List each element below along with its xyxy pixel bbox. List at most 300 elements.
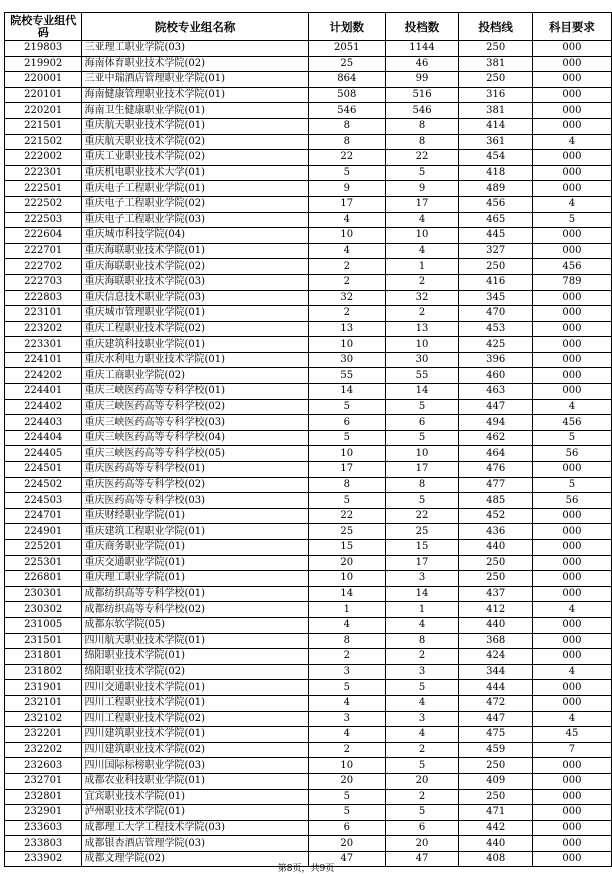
group-code-cell: 232102: [5, 711, 82, 727]
table-header: [5, 13, 612, 41]
filing-line-cell: 477: [459, 477, 532, 493]
group-code-cell: 221501: [5, 118, 82, 134]
filed-count-cell: 17: [385, 462, 459, 478]
plan-count-cell: 15: [308, 540, 385, 556]
filing-line-cell: 437: [459, 586, 532, 602]
group-name-cell: 成都银杏酒店管理学院(03): [82, 836, 308, 852]
header-group-code: 院校专业组代码: [5, 13, 82, 41]
group-code-cell: 224901: [5, 524, 82, 540]
filed-count-cell: 1: [385, 259, 459, 275]
table-row: [5, 352, 612, 368]
table-row: [5, 695, 612, 711]
plan-count-cell: 2: [308, 649, 385, 665]
subject-requirement-cell: 000: [532, 352, 611, 368]
filed-count-cell: 22: [385, 508, 459, 524]
admission-table-container: [4, 12, 612, 867]
filed-count-cell: 20: [385, 836, 459, 852]
plan-count-cell: 2: [308, 306, 385, 322]
plan-count-cell: 1: [308, 602, 385, 618]
subject-requirement-cell: 000: [532, 243, 611, 259]
group-code-cell: 224202: [5, 368, 82, 384]
group-name-cell: 重庆商务职业学院(01): [82, 540, 308, 556]
filed-count-cell: 46: [385, 56, 459, 72]
subject-requirement-cell: 000: [532, 165, 611, 181]
filed-count-cell: 4: [385, 617, 459, 633]
group-name-cell: 重庆机电职业技术大学(01): [82, 165, 308, 181]
plan-count-cell: 9: [308, 181, 385, 197]
table-row: [5, 150, 612, 166]
table-row: [5, 103, 612, 119]
subject-requirement-cell: 45: [532, 727, 611, 743]
subject-requirement-cell: 000: [532, 368, 611, 384]
filed-count-cell: 10: [385, 446, 459, 462]
subject-requirement-cell: 000: [532, 118, 611, 134]
filed-count-cell: 3: [385, 664, 459, 680]
filing-line-cell: 250: [459, 555, 532, 571]
table-row: [5, 228, 612, 244]
table-row: [5, 602, 612, 618]
filing-line-cell: 452: [459, 508, 532, 524]
group-code-cell: 220001: [5, 72, 82, 88]
filing-line-cell: 425: [459, 337, 532, 353]
subject-requirement-cell: 000: [532, 103, 611, 119]
group-code-cell: 222604: [5, 228, 82, 244]
plan-count-cell: 6: [308, 820, 385, 836]
group-code-cell: 231802: [5, 664, 82, 680]
group-name-cell: 重庆海联职业技术学院(03): [82, 274, 308, 290]
group-code-cell: 226801: [5, 571, 82, 587]
filing-line-cell: 470: [459, 306, 532, 322]
group-name-cell: 重庆理工职业学院(01): [82, 571, 308, 587]
filing-line-cell: 454: [459, 150, 532, 166]
table-row: [5, 493, 612, 509]
group-name-cell: 重庆电子工程职业学院(02): [82, 196, 308, 212]
admission-table: [4, 12, 612, 867]
group-code-cell: 222702: [5, 259, 82, 275]
group-code-cell: 231005: [5, 617, 82, 633]
subject-requirement-cell: 000: [532, 695, 611, 711]
table-row: [5, 742, 612, 758]
subject-requirement-cell: 000: [532, 462, 611, 478]
table-row: [5, 477, 612, 493]
table-row: [5, 259, 612, 275]
group-name-cell: 四川国际标榜职业学院(03): [82, 758, 308, 774]
page-footer: 第8页，共9页: [277, 864, 335, 874]
group-name-cell: 重庆三峡医药高等专科学校(01): [82, 384, 308, 400]
plan-count-cell: 5: [308, 399, 385, 415]
table-row: [5, 337, 612, 353]
filing-line-cell: 250: [459, 41, 532, 57]
group-name-cell: 四川建筑职业技术学院(01): [82, 727, 308, 743]
filed-count-cell: 5: [385, 680, 459, 696]
group-code-cell: 232101: [5, 695, 82, 711]
filing-line-cell: 345: [459, 290, 532, 306]
filed-count-cell: 2: [385, 649, 459, 665]
filed-count-cell: 2: [385, 306, 459, 322]
group-code-cell: 222503: [5, 212, 82, 228]
plan-count-cell: 2: [308, 259, 385, 275]
filed-count-cell: 5: [385, 399, 459, 415]
table-row: [5, 571, 612, 587]
subject-requirement-cell: 4: [532, 602, 611, 618]
table-row: [5, 181, 612, 197]
subject-requirement-cell: 000: [532, 633, 611, 649]
header-filed-count: 投档数: [385, 13, 459, 41]
table-row: [5, 540, 612, 556]
group-name-cell: 重庆医药高等专科学校(01): [82, 462, 308, 478]
group-name-cell: 重庆航天职业技术学院(01): [82, 118, 308, 134]
group-name-cell: 宜宾职业技术学院(01): [82, 789, 308, 805]
table-row: [5, 56, 612, 72]
filing-line-cell: 250: [459, 758, 532, 774]
group-code-cell: 222502: [5, 196, 82, 212]
filed-count-cell: 5: [385, 493, 459, 509]
filed-count-cell: 2: [385, 742, 459, 758]
subject-requirement-cell: 000: [532, 41, 611, 57]
subject-requirement-cell: 5: [532, 477, 611, 493]
group-name-cell: 重庆工程职业技术学院(02): [82, 321, 308, 337]
table-row: [5, 711, 612, 727]
header-group-name: 院校专业组名称: [82, 13, 308, 41]
filed-count-cell: 15: [385, 540, 459, 556]
group-code-cell: 220201: [5, 103, 82, 119]
filing-line-cell: 462: [459, 430, 532, 446]
plan-count-cell: 20: [308, 773, 385, 789]
group-code-cell: 224503: [5, 493, 82, 509]
filing-line-cell: 368: [459, 633, 532, 649]
filing-line-cell: 464: [459, 446, 532, 462]
plan-count-cell: 25: [308, 56, 385, 72]
table-row: [5, 384, 612, 400]
plan-count-cell: 10: [308, 228, 385, 244]
filing-line-cell: 472: [459, 695, 532, 711]
filing-line-cell: 327: [459, 243, 532, 259]
group-code-cell: 233803: [5, 836, 82, 852]
plan-count-cell: 4: [308, 617, 385, 633]
subject-requirement-cell: 000: [532, 805, 611, 821]
plan-count-cell: 2: [308, 742, 385, 758]
group-code-cell: 223301: [5, 337, 82, 353]
group-name-cell: 成都文理学院(02): [82, 851, 308, 867]
table-row: [5, 399, 612, 415]
filed-count-cell: 2: [385, 789, 459, 805]
subject-requirement-cell: 7: [532, 742, 611, 758]
filed-count-cell: 1: [385, 602, 459, 618]
plan-count-cell: 2: [308, 274, 385, 290]
filed-count-cell: 8: [385, 633, 459, 649]
group-code-cell: 233603: [5, 820, 82, 836]
group-code-cell: 222803: [5, 290, 82, 306]
subject-requirement-cell: 000: [532, 181, 611, 197]
table-row: [5, 118, 612, 134]
subject-requirement-cell: 000: [532, 773, 611, 789]
filed-count-cell: 13: [385, 321, 459, 337]
group-name-cell: 重庆航天职业技术学院(02): [82, 134, 308, 150]
group-code-cell: 224402: [5, 399, 82, 415]
subject-requirement-cell: 000: [532, 321, 611, 337]
subject-requirement-cell: 000: [532, 306, 611, 322]
subject-requirement-cell: 000: [532, 508, 611, 524]
subject-requirement-cell: 000: [532, 617, 611, 633]
filed-count-cell: 32: [385, 290, 459, 306]
table-row: [5, 368, 612, 384]
group-name-cell: 重庆建筑科技职业学院(01): [82, 337, 308, 353]
group-name-cell: 重庆海联职业技术学院(02): [82, 259, 308, 275]
group-code-cell: 232603: [5, 758, 82, 774]
filed-count-cell: 5: [385, 805, 459, 821]
group-code-cell: 224404: [5, 430, 82, 446]
subject-requirement-cell: 000: [532, 56, 611, 72]
filing-line-cell: 459: [459, 742, 532, 758]
group-code-cell: 231501: [5, 633, 82, 649]
header-filing-line: 投档线: [459, 13, 532, 41]
filed-count-cell: 6: [385, 415, 459, 431]
group-code-cell: 225301: [5, 555, 82, 571]
plan-count-cell: 10: [308, 571, 385, 587]
group-code-cell: 222501: [5, 181, 82, 197]
subject-requirement-cell: 000: [532, 524, 611, 540]
group-name-cell: 三亚理工职业学院(03): [82, 41, 308, 57]
header-row: [5, 13, 612, 41]
filing-line-cell: 381: [459, 56, 532, 72]
filed-count-cell: 47: [385, 851, 459, 867]
group-name-cell: 成都纺织高等专科学校(02): [82, 602, 308, 618]
filing-line-cell: 436: [459, 524, 532, 540]
filing-line-cell: 485: [459, 493, 532, 509]
filing-line-cell: 442: [459, 820, 532, 836]
plan-count-cell: 14: [308, 586, 385, 602]
plan-count-cell: 3: [308, 711, 385, 727]
filed-count-cell: 14: [385, 586, 459, 602]
table-row: [5, 134, 612, 150]
filed-count-cell: 4: [385, 212, 459, 228]
group-code-cell: 233902: [5, 851, 82, 867]
subject-requirement-cell: 000: [532, 851, 611, 867]
filing-line-cell: 440: [459, 617, 532, 633]
plan-count-cell: 17: [308, 196, 385, 212]
filed-count-cell: 5: [385, 165, 459, 181]
subject-requirement-cell: 000: [532, 836, 611, 852]
subject-requirement-cell: 000: [532, 150, 611, 166]
subject-requirement-cell: 000: [532, 337, 611, 353]
plan-count-cell: 5: [308, 493, 385, 509]
subject-requirement-cell: 000: [532, 540, 611, 556]
group-name-cell: 重庆建筑工程职业学院(01): [82, 524, 308, 540]
filing-line-cell: 250: [459, 571, 532, 587]
plan-count-cell: 14: [308, 384, 385, 400]
subject-requirement-cell: 000: [532, 758, 611, 774]
group-name-cell: 海南健康管理职业技术学院(01): [82, 87, 308, 103]
filing-line-cell: 440: [459, 836, 532, 852]
group-code-cell: 222002: [5, 150, 82, 166]
plan-count-cell: 2051: [308, 41, 385, 57]
group-code-cell: 220101: [5, 87, 82, 103]
subject-requirement-cell: 456: [532, 415, 611, 431]
table-row: [5, 836, 612, 852]
filed-count-cell: 4: [385, 695, 459, 711]
group-code-cell: 231901: [5, 680, 82, 696]
group-name-cell: 四川建筑职业技术学院(02): [82, 742, 308, 758]
filing-line-cell: 445: [459, 228, 532, 244]
plan-count-cell: 10: [308, 337, 385, 353]
group-name-cell: 重庆工商职业学院(02): [82, 368, 308, 384]
group-name-cell: 重庆电子工程职业学院(01): [82, 181, 308, 197]
filing-line-cell: 412: [459, 602, 532, 618]
table-row: [5, 555, 612, 571]
group-name-cell: 成都东软学院(05): [82, 617, 308, 633]
group-code-cell: 224502: [5, 477, 82, 493]
subject-requirement-cell: 000: [532, 555, 611, 571]
filing-line-cell: 396: [459, 352, 532, 368]
filed-count-cell: 30: [385, 352, 459, 368]
header-plan-count: 计划数: [308, 13, 385, 41]
plan-count-cell: 55: [308, 368, 385, 384]
filing-line-cell: 418: [459, 165, 532, 181]
subject-requirement-cell: 56: [532, 493, 611, 509]
filed-count-cell: 22: [385, 150, 459, 166]
filing-line-cell: 453: [459, 321, 532, 337]
group-name-cell: 重庆医药高等专科学校(03): [82, 493, 308, 509]
table-row: [5, 290, 612, 306]
filing-line-cell: 444: [459, 680, 532, 696]
group-name-cell: 重庆工业职业技术学院(02): [82, 150, 308, 166]
filed-count-cell: 17: [385, 196, 459, 212]
table-row: [5, 87, 612, 103]
group-name-cell: 海南体育职业技术学院(02): [82, 56, 308, 72]
subject-requirement-cell: 000: [532, 586, 611, 602]
table-row: [5, 664, 612, 680]
group-name-cell: 绵阳职业技术学院(01): [82, 649, 308, 665]
group-name-cell: 重庆城市科技学院(04): [82, 228, 308, 244]
table-row: [5, 633, 612, 649]
filed-count-cell: 9: [385, 181, 459, 197]
group-code-cell: 222701: [5, 243, 82, 259]
group-code-cell: 224501: [5, 462, 82, 478]
group-name-cell: 海南卫生健康职业学院(01): [82, 103, 308, 119]
table-row: [5, 508, 612, 524]
group-name-cell: 重庆三峡医药高等专科学校(05): [82, 446, 308, 462]
plan-count-cell: 5: [308, 805, 385, 821]
plan-count-cell: 5: [308, 430, 385, 446]
subject-requirement-cell: 000: [532, 789, 611, 805]
filed-count-cell: 8: [385, 118, 459, 134]
filed-count-cell: 8: [385, 477, 459, 493]
subject-requirement-cell: 5: [532, 212, 611, 228]
filing-line-cell: 494: [459, 415, 532, 431]
group-name-cell: 重庆财经职业学院(01): [82, 508, 308, 524]
filed-count-cell: 17: [385, 555, 459, 571]
filed-count-cell: 10: [385, 228, 459, 244]
filing-line-cell: 465: [459, 212, 532, 228]
filed-count-cell: 6: [385, 820, 459, 836]
filing-line-cell: 475: [459, 727, 532, 743]
group-code-cell: 230302: [5, 602, 82, 618]
plan-count-cell: 3: [308, 664, 385, 680]
plan-count-cell: 8: [308, 633, 385, 649]
filing-line-cell: 463: [459, 384, 532, 400]
plan-count-cell: 546: [308, 103, 385, 119]
group-name-cell: 重庆水利电力职业技术学院(01): [82, 352, 308, 368]
table-row: [5, 306, 612, 322]
group-code-cell: 232801: [5, 789, 82, 805]
plan-count-cell: 864: [308, 72, 385, 88]
group-name-cell: 四川航天职业技术学院(01): [82, 633, 308, 649]
filing-line-cell: 409: [459, 773, 532, 789]
filing-line-cell: 447: [459, 399, 532, 415]
group-name-cell: 四川工程职业技术学院(01): [82, 695, 308, 711]
group-code-cell: 223202: [5, 321, 82, 337]
plan-count-cell: 8: [308, 134, 385, 150]
plan-count-cell: 5: [308, 165, 385, 181]
table-row: [5, 758, 612, 774]
group-code-cell: 225201: [5, 540, 82, 556]
filed-count-cell: 2: [385, 274, 459, 290]
subject-requirement-cell: 4: [532, 134, 611, 150]
group-code-cell: 231801: [5, 649, 82, 665]
group-name-cell: 三亚中瑞酒店管理职业学院(01): [82, 72, 308, 88]
group-name-cell: 成都理工大学工程技术学院(03): [82, 820, 308, 836]
plan-count-cell: 4: [308, 695, 385, 711]
filed-count-cell: 3: [385, 571, 459, 587]
table-row: [5, 41, 612, 57]
subject-requirement-cell: 000: [532, 571, 611, 587]
filed-count-cell: 4: [385, 243, 459, 259]
subject-requirement-cell: 000: [532, 290, 611, 306]
group-code-cell: 232201: [5, 727, 82, 743]
table-row: [5, 773, 612, 789]
filed-count-cell: 546: [385, 103, 459, 119]
group-name-cell: 四川交通职业技术学院(01): [82, 680, 308, 696]
table-body: [5, 41, 612, 867]
table-row: [5, 430, 612, 446]
plan-count-cell: 30: [308, 352, 385, 368]
subject-requirement-cell: 4: [532, 399, 611, 415]
group-code-cell: 224403: [5, 415, 82, 431]
table-row: [5, 321, 612, 337]
filing-line-cell: 424: [459, 649, 532, 665]
plan-count-cell: 47: [308, 851, 385, 867]
subject-requirement-cell: 000: [532, 87, 611, 103]
subject-requirement-cell: 5: [532, 430, 611, 446]
group-code-cell: 224401: [5, 384, 82, 400]
group-name-cell: 重庆电子工程职业学院(03): [82, 212, 308, 228]
filing-line-cell: 250: [459, 259, 532, 275]
group-name-cell: 重庆交通职业学院(01): [82, 555, 308, 571]
subject-requirement-cell: 000: [532, 384, 611, 400]
filing-line-cell: 489: [459, 181, 532, 197]
group-code-cell: 221502: [5, 134, 82, 150]
table-row: [5, 72, 612, 88]
table-row: [5, 617, 612, 633]
group-name-cell: 重庆三峡医药高等专科学校(03): [82, 415, 308, 431]
group-name-cell: 成都纺织高等专科学校(01): [82, 586, 308, 602]
filed-count-cell: 3: [385, 711, 459, 727]
filing-line-cell: 316: [459, 87, 532, 103]
filed-count-cell: 25: [385, 524, 459, 540]
filed-count-cell: 99: [385, 72, 459, 88]
plan-count-cell: 32: [308, 290, 385, 306]
filed-count-cell: 4: [385, 727, 459, 743]
group-code-cell: 224405: [5, 446, 82, 462]
group-code-cell: 223101: [5, 306, 82, 322]
plan-count-cell: 6: [308, 415, 385, 431]
plan-count-cell: 4: [308, 243, 385, 259]
group-code-cell: 219902: [5, 56, 82, 72]
filing-line-cell: 440: [459, 540, 532, 556]
table-row: [5, 274, 612, 290]
table-row: [5, 820, 612, 836]
filed-count-cell: 14: [385, 384, 459, 400]
